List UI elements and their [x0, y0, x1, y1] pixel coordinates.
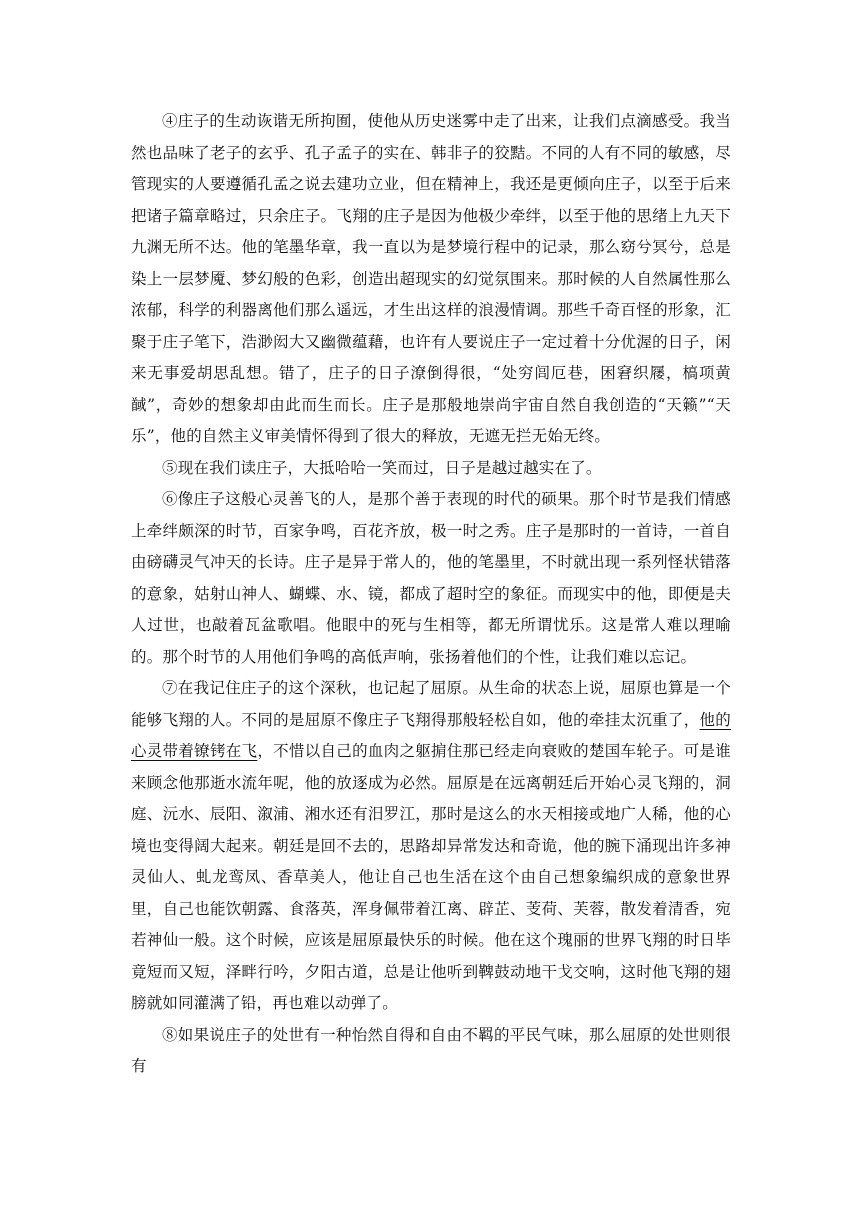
underlined-phrase: 他的心灵带着镣铐在飞 [131, 710, 732, 760]
paragraph-4-text: ④庄子的生动诙谐无所拘囿，使他从历史迷雾中走了出来，让我们点滴感受。我当然也品味了老子的玄乎、孔子孟子的实在、韩非子的狡黠。不同的人有不同的敏感，尽管现实的人要遵循孔孟之说去建功立业，但在精神上，我还是更倾向庄子，以至于后来把诸子篇章略过，只余庄子。飞翔的庄子是因为他极少牵绊，以至于他的思绪上九天下九渊无所不达。他的笔墨华章，我一直以为是梦境行程中的记录，那么窈兮冥兮，总是染上一层梦魇、梦幻般的色彩，创造出超现实的幻觉氛围来。那时候的人自然属性那么浓郁，科学的利器离他们那么遥远，才生出这样的浪漫情调。那些千奇百怪的形象，汇聚于庄子笔下，浩渺闳大又幽微蕴藉，也许有人要说庄子一定过着十分优渥的日子，闲来无事爱胡思乱想。错了，庄子的日子潦倒得很，“处穷闾厄巷，困窘织屦，槁项黄馘”，奇妙的想象却由此而生而长。庄子是那般地崇尚宇宙自然自我创造的“天籁”“天乐”，他的自然主义审美情怀得到了很大的释放，无遮无拦无始无终。 [131, 112, 731, 445]
article-body [131, 106, 731, 1083]
paragraph-6 [131, 484, 731, 673]
paragraph-8-text: ⑧如果说庄子的处世有一种怡然自得和自由不羁的平民气味，那么屈原的处世则很有 [131, 1025, 731, 1075]
paragraph-7 [131, 673, 731, 1020]
paragraph-5-text: ⑤现在我们读庄子，大抵哈哈一笑而过，日子是越过越实在了。 [162, 458, 602, 477]
paragraph-7-text-a: ⑦在我记住庄子的这个深秋，也记起了屈原。从生命的状态上说，屈原也算是一个能够飞翔的人。不同的是屈原不像庄子飞翔得那般轻松自如，他的牵挂太沉重了， [131, 679, 731, 729]
paragraph-6-text: ⑥像庄子这般心灵善飞的人，是那个善于表现的时代的硕果。那个时节是我们情感上牵绊颇深的时节，百家争鸣，百花齐放，极一时之秀。庄子是那时的一首诗，一首自由磅礴灵气冲天的长诗。庄子是异于常人的，他的笔墨里，不时就出现一系列怪状错落的意象，姑射山神人、蝴蝶、水、镜，都成了超时空的象征。而现实中的他，即便是夫人过世，也敲着瓦盆歌唱。他眼中的死与生相等，都无所谓忧乐。这是常人难以理喻的。那个时节的人用他们争鸣的高低声响，张扬着他们的个性，让我们难以忘记。 [131, 490, 731, 666]
paragraph-7-text-b: ，不惜以自己的血肉之躯掮住那已经走向衰败的楚国车轮子。可是谁来顾念他那逝水流年呢，他的放逐成为必然。屈原是在远离朝廷后开始心灵飞翔的，洞庭、沅水、辰阳、溆浦、湘水还有汨罗江，那时是这么的水天相接或地广人稀，他的心境也变得阔大起来。朝廷是回不去的，思路却异常发达和奇诡，他的腕下涌现出许多神灵仙人、虬龙鸾凤、香草美人，他让自己也生活在这个由自己想象编织成的意象世界里，自己也能饮朝露、食落英，浑身佩带着江离、辟芷、芰荷、芙蓉，散发着清香，宛若神仙一般。这个时候，应该是屈原最快乐的时候。他在这个瑰丽的世界飞翔的时日毕竟短而又短，泽畔行吟，夕阳古道，总是让他听到鞞鼓动地干戈交响，这时他飞翔的翅膀就如同灌满了铅，再也难以动弹了。 [131, 742, 731, 1012]
paragraph-8 [131, 1020, 731, 1083]
paragraph-5 [131, 453, 731, 485]
paragraph-4 [131, 106, 731, 453]
